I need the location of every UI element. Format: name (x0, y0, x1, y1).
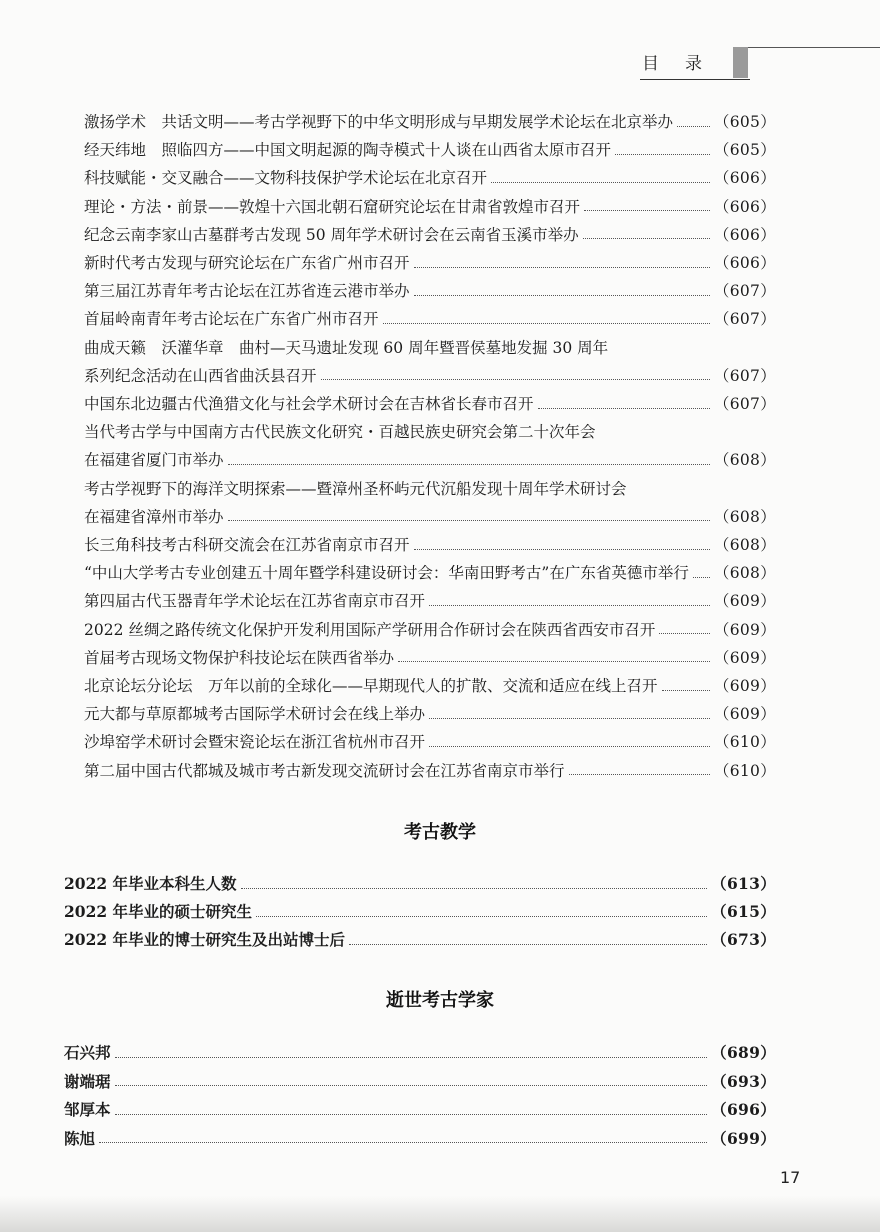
leader-dots (414, 283, 710, 296)
leader-dots (659, 621, 710, 634)
toc-entry-title: 石兴邦 (64, 1043, 111, 1062)
toc-entry[interactable] (84, 279, 776, 303)
leader-dots (584, 198, 710, 211)
toc-entry-page: （608） (713, 507, 776, 526)
toc-entry[interactable] (64, 1070, 776, 1094)
toc-entry-title: 经天纬地 照临四方——中国文明起源的陶寺模式十人谈在山西省太原市召开 (84, 141, 612, 160)
toc-entry[interactable] (84, 364, 776, 388)
leader-dots (349, 932, 707, 945)
toc-entry-title: 当代考古学与中国南方古代民族文化研究・百越民族史研究会第二十次年会 (84, 423, 596, 442)
leader-dots (429, 593, 710, 606)
toc-entry[interactable] (84, 533, 776, 557)
leader-dots (569, 762, 710, 775)
toc-entry-title: 系列纪念活动在山西省曲沃县召开 (84, 366, 317, 385)
toc-entry-title: 2022 丝绸之路传统文化保护开发利用国际产学研用合作研讨会在陕西省西安市召开 (84, 620, 656, 639)
toc-entry-page: （608） (713, 536, 776, 554)
toc-entry-title: 长三角科技考古科研交流会在江苏省南京市召开 (84, 536, 410, 554)
toc-entry[interactable] (84, 307, 776, 331)
toc-entry-title: 中国东北边疆古代渔猎文化与社会学术研讨会在吉林省长春市召开 (84, 395, 534, 413)
leader-dots (99, 1130, 707, 1143)
leader-dots (677, 114, 710, 127)
toc-entry-title: 第二届中国古代都城及城市考古新发现交流研讨会在江苏省南京市举行 (84, 761, 565, 780)
toc-entry-title: 沙埠窑学术研讨会暨宋瓷论坛在浙江省杭州市召开 (84, 733, 426, 752)
toc-entry[interactable] (84, 589, 776, 613)
leader-dots (414, 537, 710, 550)
leader-dots (662, 678, 710, 691)
toc-entry-page: （689） (711, 1043, 776, 1062)
toc-entry-title: 2022 年毕业本科生人数 (64, 874, 237, 893)
toc-entry-title: 陈旭 (64, 1128, 96, 1148)
toc-entry[interactable] (84, 477, 627, 501)
leader-dots (228, 508, 710, 521)
leader-dots (429, 734, 710, 747)
toc-entry-page: （699） (711, 1128, 776, 1148)
toc-entry[interactable] (84, 730, 776, 754)
leader-dots (241, 876, 708, 889)
toc-entry-page: （613） (711, 874, 776, 893)
toc-entry-page: （609） (713, 705, 776, 724)
toc-entry-title: 第四届古代玉器青年学术论坛在江苏省南京市召开 (84, 592, 426, 611)
toc-entry[interactable] (84, 336, 608, 360)
toc-entry-title: 曲成天籁 沃灌华章 曲村—天马遗址发现 60 周年暨晋侯墓地发掘 30 周年 (84, 338, 609, 357)
toc-entry-title: 在福建省漳州市举办 (84, 507, 224, 526)
toc-entry-title: 邹厚本 (64, 1100, 111, 1119)
toc-entry[interactable] (64, 872, 776, 896)
leader-dots (491, 170, 710, 183)
header-rule (640, 79, 750, 80)
toc-entry-page: （608） (713, 564, 776, 583)
toc-entry-page: （608） (713, 451, 776, 470)
toc-entry[interactable] (84, 110, 776, 134)
header-tab-marker (733, 47, 748, 78)
toc-entry-title: 考古学视野下的海洋文明探索——暨漳州圣杯屿元代沉船发现十周年学术研讨会 (84, 479, 627, 498)
toc-entry-page: （606） (713, 169, 776, 188)
leader-dots (398, 649, 710, 662)
toc-entry-page: （610） (713, 761, 776, 780)
toc-entry[interactable] (64, 1041, 776, 1065)
toc-entry-page: （607） (713, 395, 776, 413)
toc-entry-page: （615） (711, 902, 776, 921)
toc-entry-title: 2022 年毕业的博士研究生及出站博士后 (64, 930, 346, 949)
page-bottom-shadow (0, 1196, 880, 1232)
toc-entry[interactable] (84, 618, 776, 642)
header-top-rule (748, 47, 880, 48)
leader-dots (115, 1045, 708, 1058)
toc-entry-page: （607） (713, 282, 776, 301)
toc-entry-title: 首届岭南青年考古论坛在广东省广州市召开 (84, 310, 379, 329)
toc-entry[interactable] (84, 223, 776, 247)
toc-entry[interactable] (84, 251, 776, 275)
toc-entry-page: （609） (713, 677, 776, 695)
toc-entry-page: （696） (711, 1100, 776, 1119)
toc-entry[interactable] (84, 561, 776, 585)
section-title-teaching: 考古教学 (404, 822, 476, 843)
leader-dots (321, 367, 710, 380)
toc-entry-page: （609） (713, 648, 776, 667)
toc-entry[interactable] (84, 420, 596, 444)
toc-entry-page: （606） (713, 254, 776, 272)
leader-dots (115, 1073, 708, 1086)
toc-entry-title: 2022 年毕业的硕士研究生 (64, 902, 253, 921)
toc-entry-page: （606） (713, 225, 776, 244)
toc-entry-page: （605） (713, 141, 776, 160)
leader-dots (615, 142, 710, 155)
toc-entry-title: 首届考古现场文物保护科技论坛在陕西省举办 (84, 648, 395, 667)
toc-entry-page: （609） (713, 592, 776, 611)
leader-dots (414, 255, 710, 268)
toc-entry-page: （606） (713, 197, 776, 216)
leader-dots (693, 565, 710, 578)
toc-entry-title: 激扬学术 共话文明——考古学视野下的中华文明形成与早期发展学术论坛在北京举办 (84, 113, 674, 131)
toc-entry[interactable] (84, 195, 776, 219)
toc-entry-page: （605） (713, 113, 776, 131)
toc-entry-title: 理论・方法・前景——敦煌十六国北朝石窟研究论坛在甘肃省敦煌市召开 (84, 197, 581, 216)
toc-entry-page: （673） (711, 930, 776, 949)
leader-dots (583, 226, 710, 239)
toc-entry-title: 元大都与草原都城考古国际学术研讨会在线上举办 (84, 705, 426, 724)
toc-entry[interactable] (64, 928, 776, 952)
toc-entry-page: （610） (713, 733, 776, 752)
toc-entry[interactable] (84, 392, 776, 416)
toc-entry[interactable] (84, 646, 776, 670)
toc-entry[interactable] (84, 448, 776, 472)
toc-entry-title: “中山大学考古专业创建五十周年暨学科建设研讨会：华南田野考古”在广东省英德市举行 (84, 564, 689, 583)
leader-dots (383, 311, 710, 324)
toc-entry-page: （609） (713, 620, 776, 639)
toc-entry-title: 北京论坛分论坛 万年以前的全球化——早期现代人的扩散、交流和适应在线上召开 (84, 677, 658, 695)
toc-entry[interactable] (84, 166, 776, 190)
toc-entry[interactable] (84, 759, 776, 783)
leader-dots (228, 452, 710, 465)
toc-entry-page: （693） (711, 1071, 776, 1091)
toc-entry-title: 谢端琚 (64, 1071, 111, 1091)
toc-entry[interactable] (84, 674, 776, 698)
toc-entry[interactable] (64, 1127, 776, 1151)
leader-dots (429, 706, 710, 719)
running-header-title: 目录 (642, 54, 728, 74)
toc-entry-title: 新时代考古发现与研究论坛在广东省广州市召开 (84, 254, 410, 272)
toc-entry-title: 纪念云南李家山古墓群考古发现 50 周年学术研讨会在云南省玉溪市举办 (84, 225, 579, 244)
leader-dots (538, 396, 710, 409)
toc-entry[interactable] (64, 900, 776, 924)
toc-entry[interactable] (84, 505, 776, 529)
toc-entry-title: 第三届江苏青年考古论坛在江苏省连云港市举办 (84, 282, 410, 301)
toc-entry-page: （607） (713, 310, 776, 329)
toc-entry[interactable] (84, 702, 776, 726)
toc-entry[interactable] (64, 1098, 776, 1122)
leader-dots (256, 904, 707, 917)
toc-entry-page: （607） (713, 366, 776, 385)
leader-dots (115, 1102, 708, 1115)
toc-entry[interactable] (84, 138, 776, 162)
toc-entry-title: 科技赋能・交叉融合——文物科技保护学术论坛在北京召开 (84, 169, 488, 188)
page-number: 17 (780, 1168, 801, 1187)
toc-entry-title: 在福建省厦门市举办 (84, 451, 224, 470)
section-title-obituaries: 逝世考古学家 (386, 990, 494, 1011)
